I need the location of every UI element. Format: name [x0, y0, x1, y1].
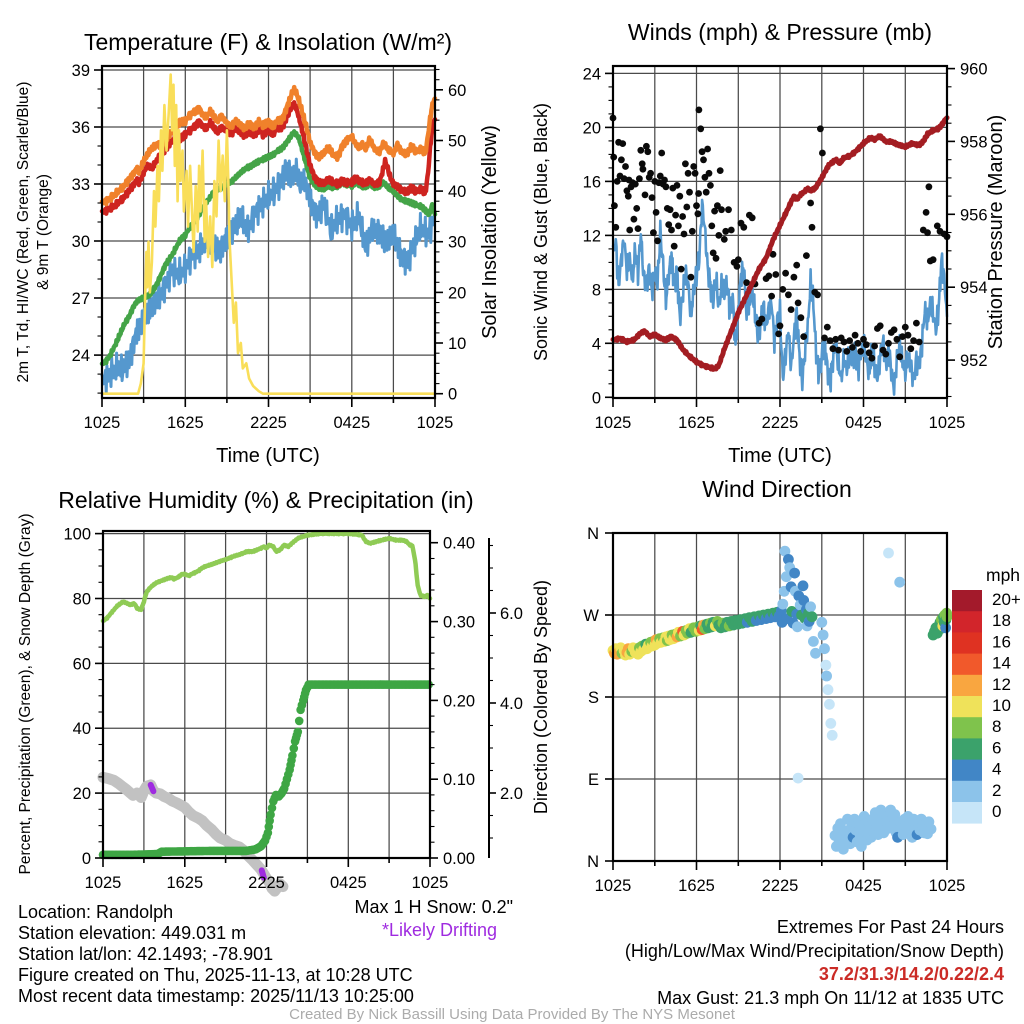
- x-tick-label: 1025: [416, 414, 454, 432]
- wind-dot: [883, 548, 894, 559]
- max-snow-note: Max 1 H Snow: 0.2": [354, 897, 513, 917]
- likely-drifting-note: *Likely Drifting: [381, 920, 497, 940]
- y-tick-label: 4: [591, 335, 601, 354]
- gust-dot: [734, 263, 741, 270]
- y-tick-label: 80: [72, 590, 91, 609]
- x-tick-label: 0425: [845, 414, 882, 432]
- precip-dot: [295, 717, 304, 726]
- y-tick-label: 0: [591, 389, 601, 408]
- gust-dot: [759, 316, 766, 323]
- gust-dot: [924, 229, 931, 236]
- gust-dot: [647, 170, 654, 177]
- gust-dot: [706, 170, 713, 177]
- x-tick-label: 1625: [678, 414, 715, 432]
- rh-precip-ylabel: Percent, Precipitation (Green), & Snow Depth (Gray): [17, 513, 34, 875]
- gust-dot: [675, 223, 682, 230]
- gust-dot: [708, 223, 715, 230]
- y-tick-label: 36: [71, 119, 90, 137]
- rh-precip-title: Relative Humidity (%) & Precipitation (in): [58, 487, 474, 513]
- colorbar-segment: [952, 675, 982, 697]
- gust-dot: [777, 322, 784, 329]
- colorbar-segment: [952, 760, 982, 782]
- yr-tick-label: 20: [448, 284, 467, 303]
- yr-tick-label: 952: [960, 352, 988, 371]
- gust-dot: [679, 213, 686, 220]
- gust-dot: [696, 107, 703, 114]
- gust-dot: [644, 148, 651, 155]
- yr-tick-label: 40: [448, 183, 467, 202]
- gust-dot: [697, 125, 704, 132]
- y-tick-label: N: [587, 853, 599, 871]
- y-tick-label: 24: [582, 65, 601, 84]
- rh-precip-axis2: [489, 538, 496, 858]
- gust-dot: [635, 225, 642, 232]
- gust-dot: [835, 347, 842, 354]
- x-tick-label: 0425: [845, 877, 882, 895]
- y-tick-label: S: [587, 689, 599, 707]
- y-tick-label: 40: [72, 720, 91, 739]
- gust-dot: [791, 274, 798, 281]
- gust-dot: [930, 256, 937, 263]
- speed-colorbar: [952, 590, 982, 824]
- colorbar-label: 6: [992, 738, 1002, 758]
- colorbar-label: 10: [992, 696, 1011, 715]
- gust-dot: [631, 216, 638, 223]
- gust-dot: [728, 227, 735, 234]
- winds-pressure-xticks: [613, 398, 947, 407]
- gust-dot: [642, 192, 649, 199]
- gust-dot: [923, 209, 930, 216]
- gust-dot: [619, 140, 626, 147]
- extremes-block: [625, 916, 1004, 1010]
- y-tick-label: 33: [71, 176, 90, 194]
- gust-dot: [637, 147, 644, 154]
- gust-dot: [814, 291, 821, 298]
- rh-precip-yticks: [95, 534, 103, 858]
- gust-dot: [674, 182, 681, 189]
- wind-dot: [798, 580, 809, 591]
- gust-dot: [882, 351, 889, 358]
- gust-dot: [824, 324, 831, 331]
- y-tick-label: 100: [63, 525, 91, 544]
- yr-tick-label: 50: [448, 132, 467, 151]
- figure-created-line: Figure created on Thu, 2025-11-13, at 10:28 UTC: [18, 965, 413, 985]
- x-tick-label: 1025: [594, 414, 632, 432]
- x-tick-label: 2225: [761, 877, 799, 895]
- colorbar-label: 14: [992, 653, 1011, 673]
- winds-pressure-panel: [531, 19, 1007, 467]
- wind-dot: [818, 630, 829, 641]
- gust-dot: [618, 156, 625, 163]
- gust-dot: [772, 271, 779, 278]
- extremes-values: 37.2/31.3/14.2/0.22/2.4: [818, 964, 1004, 984]
- gust-dot: [625, 193, 632, 200]
- colorbar-label: 8: [992, 717, 1002, 737]
- y-tick-label: 39: [71, 62, 90, 80]
- x-tick-label: 1625: [166, 874, 204, 892]
- yr-tick-label: 60: [448, 81, 467, 100]
- yr-tick-label: 0: [448, 385, 458, 404]
- gust-dot: [891, 326, 898, 333]
- gust-dot: [715, 232, 722, 239]
- wind-dot: [825, 718, 836, 729]
- wind-dot: [805, 601, 816, 612]
- gust-dot: [681, 231, 688, 238]
- gust-dot: [800, 333, 807, 340]
- yr-tick-label: 0.40: [443, 534, 476, 553]
- gust-dot: [661, 177, 668, 184]
- yr-tick-label: 10: [448, 335, 467, 353]
- gust-dot: [672, 212, 679, 219]
- y-tick-label: 16: [582, 173, 601, 192]
- temp-insolation-title: Temperature (F) & Insolation (W/m²): [83, 29, 453, 55]
- gust-dot: [695, 190, 702, 197]
- gust-dot: [871, 343, 878, 350]
- gust-dot: [626, 227, 633, 234]
- gust-dot: [855, 340, 862, 347]
- credit-line: Created By Nick Bassill Using Data Provided By The NYS Mesonet: [289, 1006, 735, 1023]
- wind-dot: [926, 824, 937, 835]
- yr-tick-label: 0.10: [443, 771, 476, 790]
- wind-dot: [823, 684, 834, 695]
- wind-dot: [777, 599, 788, 610]
- colorbar-label: 18: [992, 611, 1011, 631]
- wind-dot: [827, 730, 838, 741]
- gust-dot: [713, 255, 720, 262]
- gust-dot: [749, 214, 756, 221]
- gust-dot: [682, 160, 689, 167]
- y-tick-label: 12: [582, 227, 601, 246]
- y-tick-label: 0: [81, 850, 91, 868]
- y-tick-label: 8: [591, 281, 601, 300]
- gust-dot: [817, 125, 824, 132]
- gust-dot: [692, 170, 699, 177]
- gust-dot: [683, 204, 690, 211]
- wind-dot: [807, 611, 818, 622]
- gust-dot: [803, 252, 810, 259]
- gust-dot: [779, 286, 786, 293]
- temp-insolation-panel: [15, 29, 501, 467]
- gust-dot: [877, 322, 884, 329]
- gust-dot: [622, 163, 629, 170]
- station-elevation-line: Station elevation: 449.031 m: [18, 923, 247, 943]
- temp-insolation-yticks: [94, 70, 102, 393]
- gust-dot: [663, 183, 670, 190]
- x-tick-label: 1625: [678, 877, 715, 895]
- wind-dot: [816, 617, 827, 628]
- gust-dot: [658, 150, 665, 157]
- gust-dot: [653, 209, 660, 216]
- y-tick-label: 20: [582, 119, 601, 138]
- yr-tick-label: 958: [960, 133, 988, 152]
- wind-direction-xticks: [613, 861, 947, 870]
- gust-dot: [846, 337, 853, 344]
- winds-pressure-yrlabel: Station Pressure (Maroon): [985, 114, 1007, 350]
- colorbar-segment: [952, 802, 982, 824]
- gust-dot: [690, 163, 697, 170]
- colorbar-segment: [952, 654, 982, 676]
- gust-dot: [649, 194, 656, 201]
- gust-dot: [707, 182, 714, 189]
- series-precipitation: [99, 680, 433, 859]
- temp-insolation-xlabel: Time (UTC): [216, 445, 320, 467]
- y-tick-label: N: [587, 525, 599, 543]
- colorbar-segment: [952, 632, 982, 654]
- gust-dot: [700, 156, 707, 163]
- temp-insolation-yrlabel: Solar Insolation (Yellow): [479, 125, 501, 339]
- gust-dot: [819, 150, 826, 157]
- rh-precip-xticks: [103, 858, 430, 867]
- x-tick-label: 1625: [166, 414, 204, 432]
- yr-tick-label: 954: [960, 279, 988, 298]
- x-tick-label: 1025: [594, 877, 632, 895]
- wind-dot: [793, 773, 804, 784]
- gust-dot: [798, 314, 805, 321]
- gust-dot: [782, 270, 789, 277]
- winds-pressure-title: Winds (mph) & Pressure (mb): [627, 19, 933, 45]
- wind-dot: [821, 660, 832, 671]
- gust-dot: [668, 227, 675, 234]
- gust-dot: [843, 348, 850, 355]
- colorbar-label: 12: [992, 674, 1011, 694]
- winds-pressure-yticks: [605, 73, 613, 397]
- winds-pressure-xlabel: Time (UTC): [728, 445, 832, 467]
- axis2-tick-label: 2.0: [500, 785, 523, 803]
- gust-dot: [640, 166, 647, 173]
- wind-dot: [894, 577, 905, 588]
- wind-dot: [789, 568, 800, 579]
- gust-dot: [785, 291, 792, 298]
- gust-dot: [766, 273, 773, 280]
- colorbar-label: 4: [992, 759, 1002, 779]
- wind-dot: [824, 699, 835, 710]
- gust-dot: [735, 256, 742, 263]
- colorbar-label: 2: [992, 780, 1002, 800]
- precip-dot: [294, 728, 303, 737]
- gust-dot: [926, 183, 933, 190]
- wind-direction-yticks: [605, 533, 613, 861]
- y-tick-label: W: [583, 607, 599, 625]
- gust-dot: [775, 331, 782, 338]
- y-tick-label: 24: [71, 347, 90, 366]
- x-tick-label: 0425: [329, 874, 367, 892]
- gust-dot: [907, 345, 914, 352]
- colorbar-title: mph: [986, 565, 1021, 585]
- gust-dot: [902, 324, 909, 331]
- colorbar-label: 20+: [992, 590, 1021, 609]
- gust-dot: [650, 229, 657, 236]
- colorbar-label: 0: [992, 802, 1002, 821]
- yr-tick-label: 30: [448, 233, 467, 252]
- gust-dot: [636, 175, 643, 182]
- y-tick-label: 27: [71, 290, 90, 308]
- station-location-line: Location: Randolph: [18, 902, 174, 922]
- gust-dot: [689, 228, 696, 235]
- rh-precip-grid: [103, 531, 430, 858]
- winds-pressure-ylabel: Sonic Wind & Gust (Blue, Black): [531, 102, 551, 362]
- temp-insolation-ylabel: 2m T, Td, HI/WC (Red, Green, Scarlet/Blue): [15, 81, 32, 383]
- yr-tick-label: 956: [960, 206, 988, 225]
- gust-dot: [693, 202, 700, 209]
- y-tick-label: 30: [71, 233, 90, 251]
- gust-dot: [885, 340, 892, 347]
- axis2-tick-label: 6.0: [500, 605, 523, 623]
- extremes-title: Extremes For Past 24 Hours: [776, 917, 1004, 937]
- gust-dot: [809, 224, 816, 231]
- yr-tick-label: 0.20: [443, 692, 476, 711]
- y-tick-label: 20: [72, 785, 91, 804]
- colorbar-segment: [952, 611, 982, 633]
- x-tick-label: 1025: [84, 874, 122, 892]
- y-tick-label: E: [587, 771, 599, 789]
- axis2-tick-label: 4.0: [500, 695, 523, 713]
- x-tick-label: 0425: [333, 414, 371, 432]
- wind-direction-ylabel: Direction (Colored By Speed): [531, 579, 551, 815]
- gust-dot: [793, 262, 800, 269]
- gust-dot: [863, 341, 870, 348]
- x-tick-label: 1025: [928, 414, 966, 432]
- gust-dot: [795, 300, 802, 307]
- gust-dot: [718, 206, 725, 213]
- wind-dot: [792, 621, 803, 632]
- gust-dot: [913, 320, 920, 327]
- rh-precip-yrticks: [430, 543, 438, 858]
- colorbar-segment: [952, 696, 982, 718]
- gust-dot: [695, 210, 702, 217]
- series-drifting-flag-1: [151, 785, 154, 791]
- gust-dot: [916, 339, 923, 346]
- rh-precip-panel: [17, 487, 523, 892]
- precip-dot: [288, 751, 297, 760]
- station-latlon-line: Station lat/lon: 42.1493; -78.901: [18, 944, 274, 964]
- wind-dot: [808, 636, 819, 647]
- gust-dot: [852, 332, 859, 339]
- gust-dot: [768, 293, 775, 300]
- extremes-subtitle: (High/Low/Max Wind/Precipitation/Snow Depth): [624, 940, 1004, 961]
- colorbar-segment: [952, 590, 982, 612]
- gust-dot: [807, 200, 814, 207]
- x-tick-label: 1025: [411, 874, 449, 892]
- gust-dot: [740, 224, 747, 231]
- gust-dot: [849, 344, 856, 351]
- x-tick-label: 1025: [928, 877, 966, 895]
- gust-dot: [869, 355, 876, 362]
- winds-pressure-grid: [613, 66, 947, 398]
- gust-dot: [632, 181, 639, 188]
- gust-dot: [721, 236, 728, 243]
- colorbar-segment: [952, 717, 982, 739]
- wind-direction-panel: [531, 476, 1021, 895]
- gust-dot: [725, 206, 732, 213]
- x-tick-label: 2225: [761, 414, 799, 432]
- temp-insolation-xticks: [102, 398, 435, 407]
- gust-dot: [688, 274, 695, 281]
- gust-dot: [686, 189, 693, 196]
- colorbar-segment: [952, 738, 982, 760]
- data-timestamp-line: Most recent data timestamp: 2025/11/13 10:25:00: [18, 986, 414, 1006]
- yr-tick-label: 0.30: [443, 613, 476, 632]
- x-tick-label: 2225: [248, 874, 285, 892]
- y-tick-label: 60: [72, 655, 91, 674]
- gust-dot: [654, 237, 661, 244]
- gust-dot: [671, 243, 678, 250]
- gust-dot: [678, 266, 685, 273]
- gust-dot: [896, 353, 903, 360]
- gust-dot: [667, 206, 674, 213]
- yr-tick-label: 0.00: [443, 850, 476, 868]
- gust-dot: [633, 205, 640, 212]
- gust-dot: [905, 332, 912, 339]
- gust-dot: [857, 348, 864, 355]
- gust-dot: [704, 146, 711, 153]
- temp-insolation-ylabel: & 9m T (Orange): [35, 174, 52, 290]
- wind-dot: [819, 643, 830, 654]
- colorbar-segment: [952, 781, 982, 803]
- colorbar-label: 16: [992, 632, 1011, 652]
- gust-dot: [788, 306, 795, 313]
- gust-dot: [717, 167, 724, 174]
- x-tick-label: 1025: [83, 414, 121, 432]
- yr-tick-label: 960: [960, 60, 988, 79]
- gust-dot: [703, 189, 710, 196]
- gust-dot: [685, 170, 692, 177]
- x-tick-label: 2225: [250, 414, 287, 432]
- max-gust-line: Max Gust: 21.3 mph On 11/12 at 1835 UTC: [657, 987, 1004, 1008]
- wind-direction-title: Wind Direction: [702, 476, 852, 502]
- gust-dot: [676, 193, 683, 200]
- wind-dot: [821, 671, 832, 682]
